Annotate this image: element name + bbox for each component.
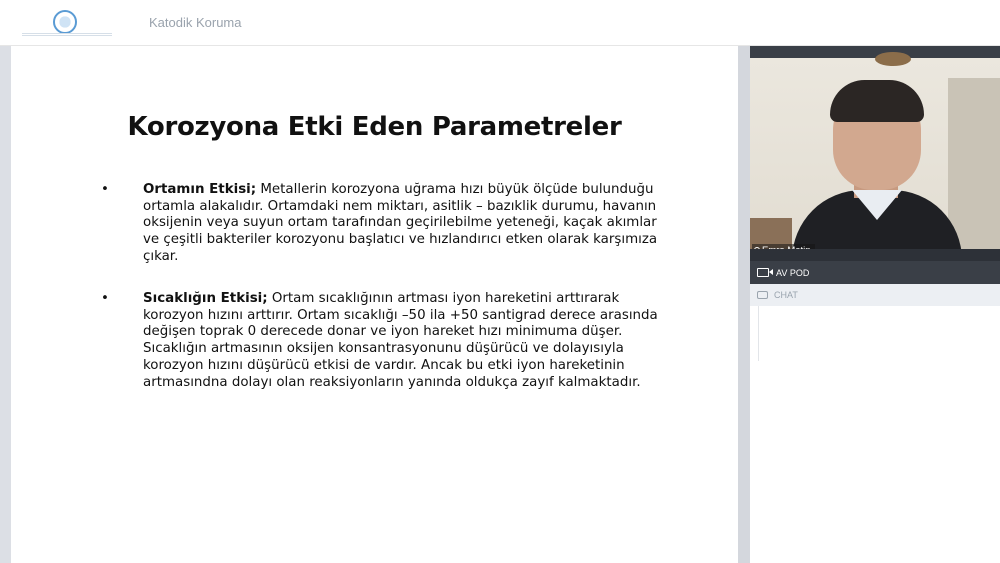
bullet-text: Metallerin korozyona uğrama hızı büyük ölçüde bulunduğu ortamla alakalıdır. Ortamdaki nem miktarı, asitlik – bazıklik durumu, havanın oksijenin veya suyun ortam tarafından geçirilebilme yeteneği, kaçak akımlar ve çeşitli bakteriler korozyonu başlatıcı ve hızlandırıcı etken olarak karşımıza çıkar.: [143, 182, 658, 264]
bullet-dot: •: [101, 291, 109, 306]
chat-header[interactable]: [750, 284, 1000, 306]
logo-caption: [22, 32, 112, 36]
presenter-video[interactable]: [750, 58, 1000, 249]
presentation-stage: [0, 46, 750, 563]
bullet-sicakligin-etkisi: [101, 291, 658, 391]
app-title: Katodik Koruma: [149, 15, 242, 30]
camera-icon: [757, 268, 769, 277]
bullet-dot: •: [101, 182, 109, 197]
sidebar: [750, 46, 1000, 563]
av-pod-label: AV POD: [776, 267, 810, 278]
bullet-heading: Ortamın Etkisi;: [143, 182, 257, 197]
chat-icon: [757, 291, 768, 299]
bullet-ortamin-etkisi: [101, 182, 658, 266]
top-bar: [0, 0, 1000, 46]
slide-scrollbar[interactable]: [738, 46, 750, 563]
slide-title: Korozyona Etki Eden Parametreler: [127, 112, 622, 142]
video-bottom-bar: [750, 249, 1000, 261]
bullet-heading: Sıcaklığın Etkisi;: [143, 291, 268, 306]
bullet-text: Ortam sıcaklığının artması iyon hareketini arttırarak korozyon hızını arttırır. Ortam sıcaklığı –50 ila +50 santigrad derece arasında değişen toprak 0 derecede donar ve iyon hareket hızı minimuma düşer. Sıcaklığın artmasının oksijen konsantrasyonunu düşürücü ve dolayısıyla korozyon hızını düşürücü etkisi de vardır. Ancak bu etki iyon hareketinin artmasındna dolayı olan reaksiyonların yanında oldukça zayıf kalmaktadır.: [143, 291, 658, 390]
presentation-slide: [11, 46, 738, 563]
institution-logo-icon: [53, 10, 77, 34]
chat-area[interactable]: [750, 306, 1000, 563]
stage-left-edge: [0, 46, 11, 563]
av-pod-header[interactable]: [750, 261, 1000, 284]
chat-label: CHAT: [774, 290, 798, 300]
